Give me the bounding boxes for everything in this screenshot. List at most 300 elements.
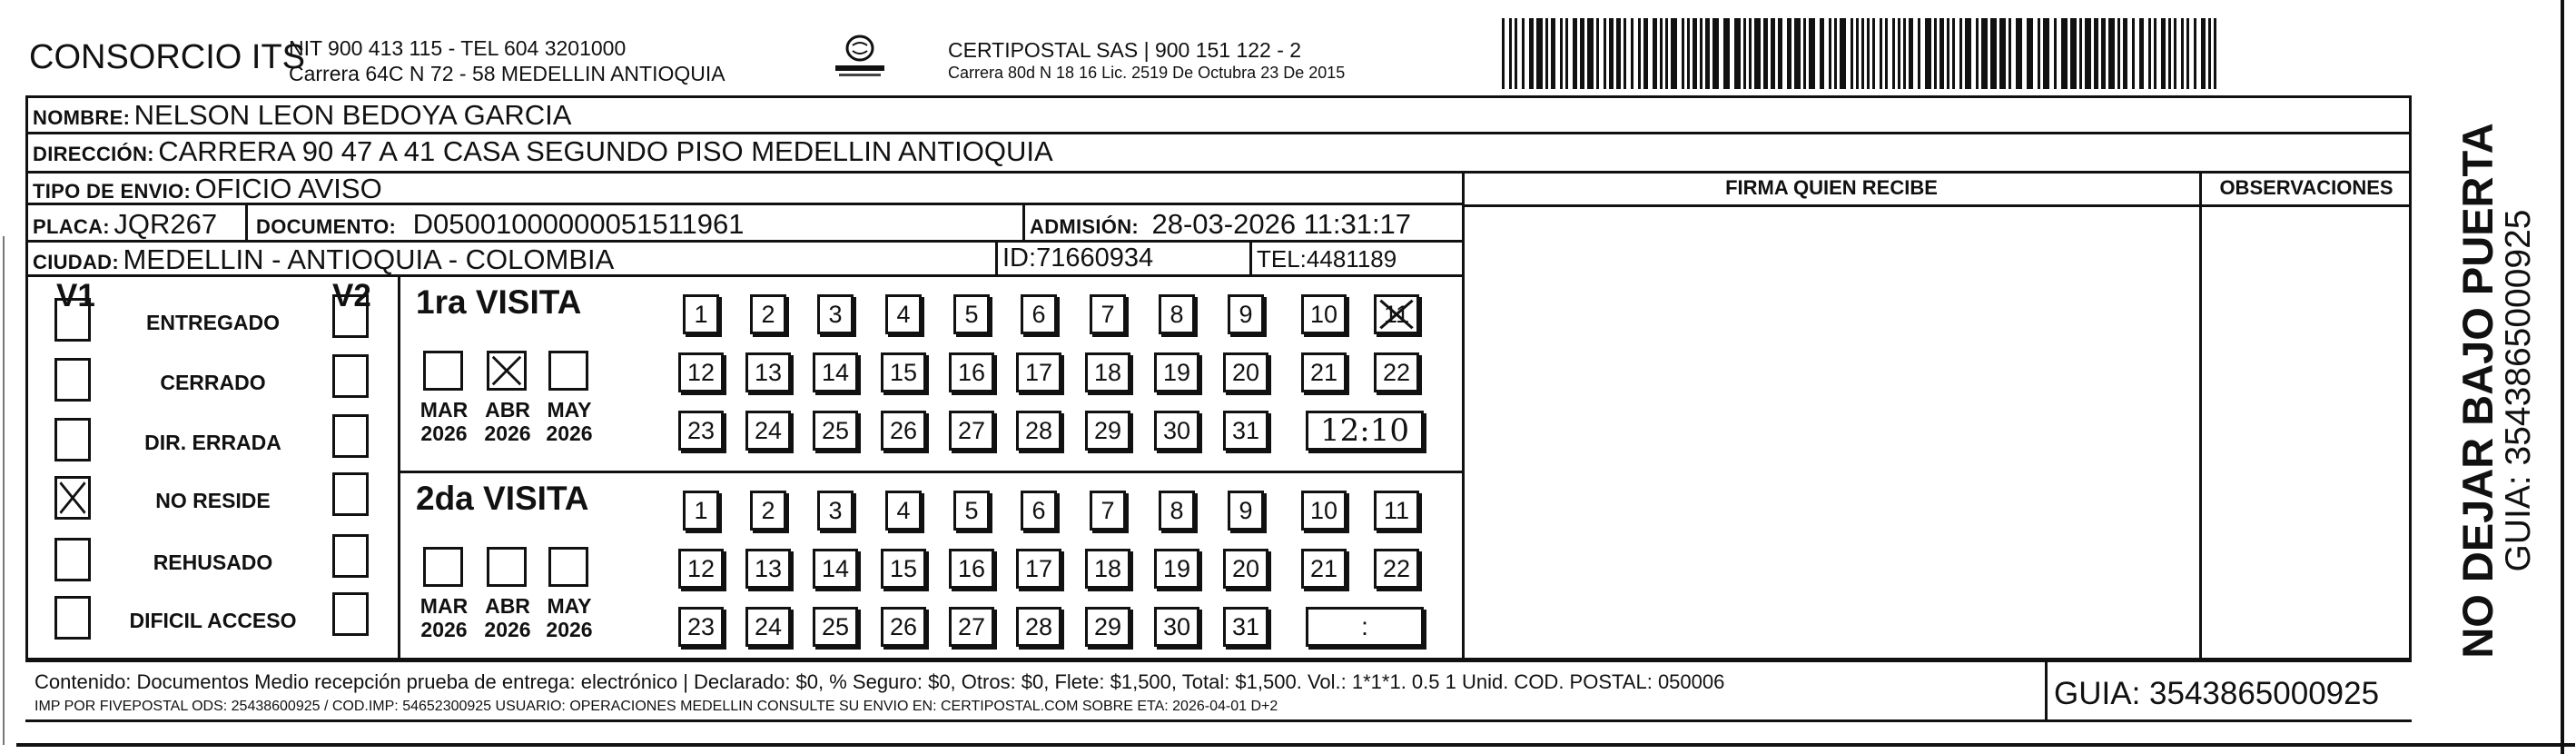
- visit-1-day-2[interactable]: [750, 294, 786, 334]
- visit-2-day-28[interactable]: [1016, 607, 1061, 647]
- barcode-bar: [2070, 18, 2077, 89]
- visit-1-day-number: 3: [828, 301, 843, 328]
- visit-2-day-number: 11: [1383, 497, 1410, 524]
- visit-1-day-number: 18: [1093, 359, 1122, 386]
- barcode-bar: [1638, 18, 1641, 89]
- visit-1-month-label-abr: [476, 398, 539, 445]
- visit-2-day-19[interactable]: [1154, 549, 1199, 589]
- visit-1-day-7[interactable]: [1090, 294, 1126, 334]
- barcode-bar: [2043, 18, 2049, 89]
- company-address: Carrera 64C N 72 - 58 MEDELLIN ANTIOQUIA: [289, 62, 725, 85]
- visit-2-day-27[interactable]: [949, 607, 994, 647]
- visit-1-day-number: 31: [1231, 417, 1260, 444]
- visit-1-day-number: 20: [1231, 359, 1260, 386]
- visit-1-day-9[interactable]: [1228, 294, 1264, 334]
- barcode-bar: [1682, 18, 1684, 89]
- visit-1-day-11[interactable]: [1374, 294, 1419, 334]
- status-label-dir-errada: DIR. ERRADA: [144, 431, 281, 454]
- barcode-bar: [1734, 18, 1741, 89]
- barcode-bar: [2161, 18, 2166, 89]
- barcode-bar: [1515, 18, 1517, 89]
- visit-1-day-number: 30: [1162, 417, 1191, 444]
- visit-2-day-number: 31: [1231, 613, 1260, 640]
- visit-1-month-year: 2026: [546, 422, 593, 445]
- visit-1-month-label-may: [538, 398, 601, 445]
- ciudad-value: MEDELLIN - ANTIOQUIA - COLOMBIA: [123, 243, 615, 275]
- visit-1-day-29[interactable]: [1085, 411, 1130, 451]
- admision-label: ADMISIÓN:: [1030, 215, 1140, 238]
- visit-2-day-number: 15: [889, 555, 918, 582]
- visit-2-day-number: 20: [1231, 555, 1260, 582]
- visit-2-day-number: 8: [1170, 497, 1184, 524]
- visit-2-day-8[interactable]: [1159, 491, 1195, 531]
- direccion-row: [33, 135, 1053, 168]
- visit-1-day-number: 25: [821, 417, 850, 444]
- placa-value: JQR267: [114, 208, 218, 240]
- visit-2-day-number: 29: [1093, 613, 1122, 640]
- visit-1-day-number: 11: [1383, 301, 1410, 328]
- barcode-bar: [1965, 18, 1971, 89]
- barcode-bar: [1892, 18, 1895, 89]
- visit-1-day-17[interactable]: [1016, 352, 1061, 392]
- visit-1-day-number: 1: [694, 301, 708, 328]
- barcode-bar: [1587, 18, 1594, 89]
- barcode-bar: [2123, 18, 2127, 89]
- visit-2-day-number: 23: [686, 613, 716, 640]
- visit-2-day-number: 12: [686, 555, 716, 582]
- barcode-bar: [1856, 18, 1859, 89]
- v2-checkbox-entregado[interactable]: [332, 294, 369, 338]
- barcode-bar: [1851, 18, 1853, 89]
- visit-2-time-field[interactable]: :: [1306, 607, 1424, 647]
- admision-value: 28-03-2026 11:31:17: [1151, 208, 1412, 240]
- barcode-bar: [1778, 18, 1782, 89]
- visit-2-day-number: 28: [1024, 613, 1053, 640]
- visit-2-month-label-mar: [412, 594, 476, 641]
- visit-2-day-25[interactable]: [813, 607, 858, 647]
- company-nit-tel: NIT 900 413 115 - TEL 604 3201000: [289, 36, 627, 60]
- barcode-bar: [1820, 18, 1824, 89]
- barcode-bar: [2181, 18, 2184, 89]
- barcode-bar: [1885, 18, 1888, 89]
- barcode-bar: [1934, 18, 1937, 89]
- tel-value: 4481189: [1306, 245, 1397, 273]
- visit-1-day-13[interactable]: [745, 352, 791, 392]
- visit-1-day-3[interactable]: [817, 294, 854, 334]
- barcode-bar: [2038, 18, 2040, 89]
- visit-2-day-number: 4: [896, 497, 911, 524]
- visit-1-day-25[interactable]: [813, 411, 858, 451]
- direccion-value: CARRERA 90 47 A 41 CASA SEGUNDO PISO MEDELLIN ANTIOQUIA: [158, 135, 1053, 167]
- observaciones-area[interactable]: [2203, 209, 2410, 658]
- visit-2-day-number: 1: [694, 497, 708, 524]
- barcode-bar: [2016, 18, 2022, 89]
- v1-header: V1: [56, 278, 95, 313]
- v1-checkbox-entregado[interactable]: [54, 298, 91, 342]
- documento-label: DOCUMENTO:: [256, 215, 397, 238]
- visit-1-day-number: 23: [686, 417, 716, 444]
- visit-1-day-28[interactable]: [1016, 411, 1061, 451]
- visit-2-day-6[interactable]: [1021, 491, 1057, 531]
- nombre-label: NOMBRE:: [33, 106, 131, 129]
- visit-2-month-year: 2026: [484, 618, 531, 641]
- documento-cell: [256, 208, 745, 241]
- visit-1-day-20[interactable]: [1223, 352, 1268, 392]
- visit-1-day-number: 7: [1100, 301, 1115, 328]
- visit-2-day-number: 18: [1093, 555, 1122, 582]
- barcode-bar: [1580, 18, 1584, 89]
- ciudad-cell: [33, 243, 614, 276]
- tel-cell: [1257, 245, 1397, 273]
- footer-contenido: Contenido: Documentos Medio recepción prueba de entrega: electrónico | Declarado: $0, % Seguro: $0, Otros: $0, Flete: $1,500, Total: $1,500. Vol.: 1*1*1. 0.5 1 Unid. COD. POSTAL: 050006: [35, 670, 1725, 693]
- observaciones-header: OBSERVACIONES: [2219, 176, 2393, 199]
- barcode-bar: [1939, 18, 1944, 89]
- barcode-bar: [1898, 18, 1900, 89]
- v2-checkbox-dir-errada[interactable]: [332, 414, 369, 458]
- visit-1-day-30[interactable]: [1154, 411, 1199, 451]
- barcode-bar: [2054, 18, 2057, 89]
- visit-1-day-6[interactable]: [1021, 294, 1057, 334]
- placa-cell: [33, 208, 217, 241]
- visit-1-day-21[interactable]: [1301, 352, 1347, 392]
- visit-2-day-1[interactable]: [683, 491, 719, 531]
- status-label-entregado: ENTREGADO: [146, 311, 280, 334]
- v1-checkbox-no-reside[interactable]: [54, 476, 91, 520]
- admision-cell: [1030, 208, 1411, 241]
- visit-1-day-number: 9: [1239, 301, 1253, 328]
- visit-2-day-number: 19: [1162, 555, 1191, 582]
- visit-2-day-26[interactable]: [881, 607, 926, 647]
- visit-1-month-label-mar: [412, 398, 476, 445]
- company-name: CONSORCIO ITS: [29, 38, 306, 76]
- tel-label: TEL:: [1257, 245, 1307, 273]
- barcode-bar: [1671, 18, 1677, 89]
- barcode-bar: [1712, 18, 1719, 89]
- visit-2-day-16[interactable]: [949, 549, 994, 589]
- barcode-bar: [1771, 18, 1775, 89]
- visit-2-month-year: 2026: [420, 618, 468, 641]
- barcode-bar: [2214, 18, 2216, 89]
- v1-checkbox-rehusado[interactable]: [54, 538, 91, 581]
- visit-1-day-31[interactable]: [1223, 411, 1268, 451]
- v2-checkbox-rehusado[interactable]: [332, 534, 369, 578]
- visit-1-month-checkbox-abr[interactable]: [487, 351, 527, 391]
- visit-2-day-number: 17: [1024, 555, 1053, 582]
- visit-1-day-15[interactable]: [881, 352, 926, 392]
- barcode-bar: [1840, 18, 1846, 89]
- nombre-row: [33, 99, 571, 132]
- visit-1-day-number: 8: [1170, 301, 1184, 328]
- barcode-bar: [2208, 18, 2211, 89]
- visit-2-day-10[interactable]: [1301, 491, 1347, 531]
- barcode-bar: [1604, 18, 1606, 89]
- visit-2-day-3[interactable]: [817, 491, 854, 531]
- visit-1-day-number: 22: [1382, 359, 1411, 386]
- visit-2-day-number: 16: [957, 555, 986, 582]
- visit-2-day-7[interactable]: [1090, 491, 1126, 531]
- visit-1-month-name: MAY: [547, 398, 592, 422]
- visit-2-day-number: 7: [1100, 497, 1115, 524]
- visit-2-month-label-abr: [476, 594, 539, 641]
- placa-label: PLACA:: [33, 215, 110, 238]
- barcode-bar: [1829, 18, 1831, 89]
- v2-checkbox-cerrado[interactable]: [332, 354, 369, 398]
- visit-1-day-number: 5: [964, 301, 979, 328]
- barcode-bar: [1529, 18, 1534, 89]
- visit-2-day-number: 6: [1031, 497, 1046, 524]
- v1-checkbox-dificil-acceso[interactable]: [54, 596, 91, 640]
- id-value: 71660934: [1036, 243, 1154, 273]
- barcode-bar: [2132, 18, 2135, 89]
- visit-2-day-14[interactable]: [813, 549, 858, 589]
- visit-2-day-number: 10: [1309, 497, 1338, 524]
- visit-1-day-18[interactable]: [1085, 352, 1130, 392]
- tipo-envio-row: [33, 173, 382, 205]
- barcode-bar: [1723, 18, 1730, 89]
- visit-2-day-23[interactable]: [678, 607, 724, 647]
- visit-1-day-19[interactable]: [1154, 352, 1199, 392]
- visit-2-month-checkbox-may[interactable]: [548, 547, 588, 587]
- barcode-bar: [2027, 18, 2033, 89]
- barcode-bar: [2101, 18, 2106, 89]
- visit-2-day-21[interactable]: [1301, 549, 1347, 589]
- visit-1-day-number: 2: [761, 301, 775, 328]
- visit-2-day-12[interactable]: [678, 549, 724, 589]
- barcode-bar: [2061, 18, 2068, 89]
- v1-checkbox-dir-errada[interactable]: [54, 418, 91, 461]
- no-dejar-bajo-puerta: NO DEJAR BAJO PUERTA: [2453, 123, 2502, 659]
- visit-1-day-22[interactable]: [1374, 352, 1419, 392]
- visit-1-day-26[interactable]: [881, 411, 926, 451]
- barcode-bar: [1763, 18, 1768, 89]
- visit-1-day-number: 28: [1024, 417, 1053, 444]
- visit-1-month-year: 2026: [484, 422, 531, 445]
- barcode-bar: [1551, 18, 1555, 89]
- barcode: [1500, 16, 2226, 91]
- barcode-bar: [2008, 18, 2011, 89]
- barcode-bar: [1999, 18, 2006, 89]
- barcode-bar: [1545, 18, 1548, 89]
- visit-1-day-27[interactable]: [949, 411, 994, 451]
- barcode-bar: [2201, 18, 2206, 89]
- visit-2-day-15[interactable]: [881, 549, 926, 589]
- visit-1-day-number: 14: [821, 359, 850, 386]
- visit-2-title: 2da VISITA: [416, 480, 589, 517]
- firma-header: FIRMA QUIEN RECIBE: [1725, 176, 1938, 199]
- visit-1-day-23[interactable]: [678, 411, 724, 451]
- barcode-bar: [1643, 18, 1648, 89]
- barcode-bar: [1573, 18, 1577, 89]
- barcode-bar: [1952, 18, 1955, 89]
- visit-2-day-13[interactable]: [745, 549, 791, 589]
- visit-1-day-12[interactable]: [678, 352, 724, 392]
- visit-2-day-5[interactable]: [953, 491, 990, 531]
- visit-2-day-number: 25: [821, 613, 850, 640]
- visit-1-day-24[interactable]: [745, 411, 791, 451]
- visit-1-month-name: ABR: [485, 398, 530, 422]
- barcode-bar: [1809, 18, 1815, 89]
- visit-1-month-year: 2026: [420, 422, 468, 445]
- visit-2-day-11[interactable]: [1374, 491, 1419, 531]
- barcode-bar: [1665, 18, 1668, 89]
- visit-2-day-20[interactable]: [1223, 549, 1268, 589]
- barcode-bar: [1693, 18, 1697, 89]
- barcode-bar: [2139, 18, 2144, 89]
- barcode-bar: [2186, 18, 2189, 89]
- visit-1-month-checkbox-may[interactable]: [548, 351, 588, 391]
- barcode-bar: [1981, 18, 1988, 89]
- certipostal-logo: [834, 33, 886, 80]
- visit-1-day-8[interactable]: [1159, 294, 1195, 334]
- visit-2-day-number: 2: [761, 497, 775, 524]
- barcode-bar: [2168, 18, 2171, 89]
- carrier-address: Carrera 80d N 18 16 Lic. 2519 De Octubra 23 De 2015: [948, 64, 1346, 82]
- visit-1-day-number: 16: [957, 359, 986, 386]
- footer-imp: IMP POR FIVEPOSTAL ODS: 25438600925 / COD.IMP: 54652300925 USUARIO: OPERACIONES MEDELLIN CONSULTE SU ENVIO EN: CERTIPOSTAL.COM SOBRE ETA: 2026-04-01 D+2: [35, 699, 1278, 714]
- barcode-bar: [1834, 18, 1837, 89]
- barcode-bar: [1867, 18, 1870, 89]
- barcode-bar: [1947, 18, 1949, 89]
- visit-2-month-label-may: [538, 594, 601, 641]
- visit-1-day-1[interactable]: [683, 294, 719, 334]
- v2-header: V2: [332, 278, 371, 313]
- barcode-bar: [2154, 18, 2157, 89]
- visit-2-month-year: 2026: [546, 618, 593, 641]
- id-cell: [1002, 243, 1153, 273]
- visit-1-day-number: 26: [889, 417, 918, 444]
- v1-checkbox-cerrado[interactable]: [54, 358, 91, 402]
- barcode-bar: [1609, 18, 1614, 89]
- barcode-bar: [2148, 18, 2151, 89]
- barcode-bar: [1787, 18, 1791, 89]
- barcode-bar: [1749, 18, 1752, 89]
- barcode-bar: [1872, 18, 1875, 89]
- visit-1-day-number: 10: [1309, 301, 1338, 328]
- barcode-bar: [2079, 18, 2082, 89]
- barcode-bar: [2085, 18, 2091, 89]
- visit-1-month-checkbox-mar[interactable]: [423, 351, 463, 391]
- barcode-bar: [1743, 18, 1746, 89]
- visit-2-day-9[interactable]: [1228, 491, 1264, 531]
- barcode-bar: [1624, 18, 1626, 89]
- visit-2-month-checkbox-mar[interactable]: [423, 547, 463, 587]
- visit-2-day-number: 24: [754, 613, 783, 640]
- visit-1-day-14[interactable]: [813, 352, 858, 392]
- barcode-bar: [2117, 18, 2120, 89]
- visit-2-day-number: 30: [1162, 613, 1191, 640]
- barcode-bar: [1536, 18, 1543, 89]
- barcode-bar: [1909, 18, 1913, 89]
- visit-1-day-number: 29: [1093, 417, 1122, 444]
- visit-1-day-number: 21: [1309, 359, 1338, 386]
- visit-2-day-2[interactable]: [750, 491, 786, 531]
- barcode-bar: [1660, 18, 1663, 89]
- visit-2-day-number: 3: [828, 497, 843, 524]
- firma-area[interactable]: [1466, 209, 2197, 658]
- visit-1-day-number: 6: [1031, 301, 1046, 328]
- barcode-bar: [1861, 18, 1864, 89]
- visit-2-day-30[interactable]: [1154, 607, 1199, 647]
- barcode-bar: [1925, 18, 1931, 89]
- barcode-bar: [2094, 18, 2098, 89]
- barcode-bar: [1903, 18, 1906, 89]
- visit-2-day-17[interactable]: [1016, 549, 1061, 589]
- barcode-bar: [1596, 18, 1599, 89]
- visit-2-day-number: 21: [1309, 555, 1338, 582]
- barcode-bar: [1959, 18, 1962, 89]
- visit-1-day-4[interactable]: [885, 294, 922, 334]
- visit-2-day-number: 26: [889, 613, 918, 640]
- visit-1-title: 1ra VISITA: [416, 283, 582, 321]
- visit-2-month-checkbox-abr[interactable]: [487, 547, 527, 587]
- status-label-no-reside: NO RESIDE: [155, 489, 271, 512]
- barcode-bar: [1803, 18, 1806, 89]
- status-label-dificil-acceso: DIFICIL ACCESO: [129, 609, 297, 632]
- side-guia: GUIA: 3543865000925: [2499, 209, 2538, 572]
- visit-1-day-16[interactable]: [949, 352, 994, 392]
- barcode-bar: [1502, 18, 1505, 89]
- barcode-bar: [1653, 18, 1657, 89]
- visit-2-day-4[interactable]: [885, 491, 922, 531]
- footer-guia-box: GUIA: 3543865000925: [2054, 676, 2380, 711]
- barcode-bar: [1509, 18, 1512, 89]
- ciudad-label: CIUDAD:: [33, 251, 119, 273]
- barcode-bar: [1522, 18, 1525, 89]
- carrier-name: CERTIPOSTAL SAS | 900 151 122 - 2: [948, 38, 1302, 62]
- visit-2-day-number: 14: [821, 555, 850, 582]
- barcode-bar: [2108, 18, 2115, 89]
- nombre-value: NELSON LEON BEDOYA GARCIA: [133, 99, 572, 131]
- barcode-bar: [1990, 18, 1997, 89]
- barcode-bar: [1754, 18, 1761, 89]
- id-label: ID:: [1002, 243, 1037, 273]
- visit-2-day-31[interactable]: [1223, 607, 1268, 647]
- v2-checkbox-dificil-acceso[interactable]: [332, 592, 369, 636]
- barcode-bar: [2194, 18, 2196, 89]
- visit-2-day-18[interactable]: [1085, 549, 1130, 589]
- barcode-bar: [1616, 18, 1621, 89]
- visit-1-day-10[interactable]: [1301, 294, 1347, 334]
- visit-1-day-number: 27: [957, 417, 986, 444]
- barcode-bar: [1565, 18, 1568, 89]
- documento-value: D05001000000051511961: [412, 208, 745, 240]
- visit-1-day-number: 24: [754, 417, 783, 444]
- barcode-bar: [1700, 18, 1703, 89]
- visit-2-day-22[interactable]: [1374, 549, 1419, 589]
- visit-1-day-number: 4: [896, 301, 911, 328]
- visit-1-day-number: 13: [754, 359, 783, 386]
- visit-2-day-number: 13: [754, 555, 783, 582]
- visit-2-month-name: MAY: [547, 594, 592, 618]
- visit-2-day-number: 22: [1382, 555, 1411, 582]
- barcode-bar: [1976, 18, 1979, 89]
- visit-2-day-29[interactable]: [1085, 607, 1130, 647]
- barcode-bar: [1687, 18, 1690, 89]
- visit-2-day-24[interactable]: [745, 607, 791, 647]
- visit-1-day-number: 17: [1024, 359, 1053, 386]
- direccion-label: DIRECCIÓN:: [33, 143, 154, 165]
- visit-1-day-5[interactable]: [953, 294, 990, 334]
- barcode-bar: [1631, 18, 1633, 89]
- visit-2-day-number: 5: [964, 497, 979, 524]
- barcode-bar: [1918, 18, 1920, 89]
- visit-1-day-number: 12: [686, 359, 716, 386]
- visit-1-day-number: 19: [1162, 359, 1191, 386]
- visit-1-time-field[interactable]: 12:10: [1306, 411, 1424, 451]
- visit-2-month-name: MAR: [419, 594, 469, 618]
- v2-checkbox-no-reside[interactable]: [332, 472, 369, 516]
- barcode-bar: [1560, 18, 1563, 89]
